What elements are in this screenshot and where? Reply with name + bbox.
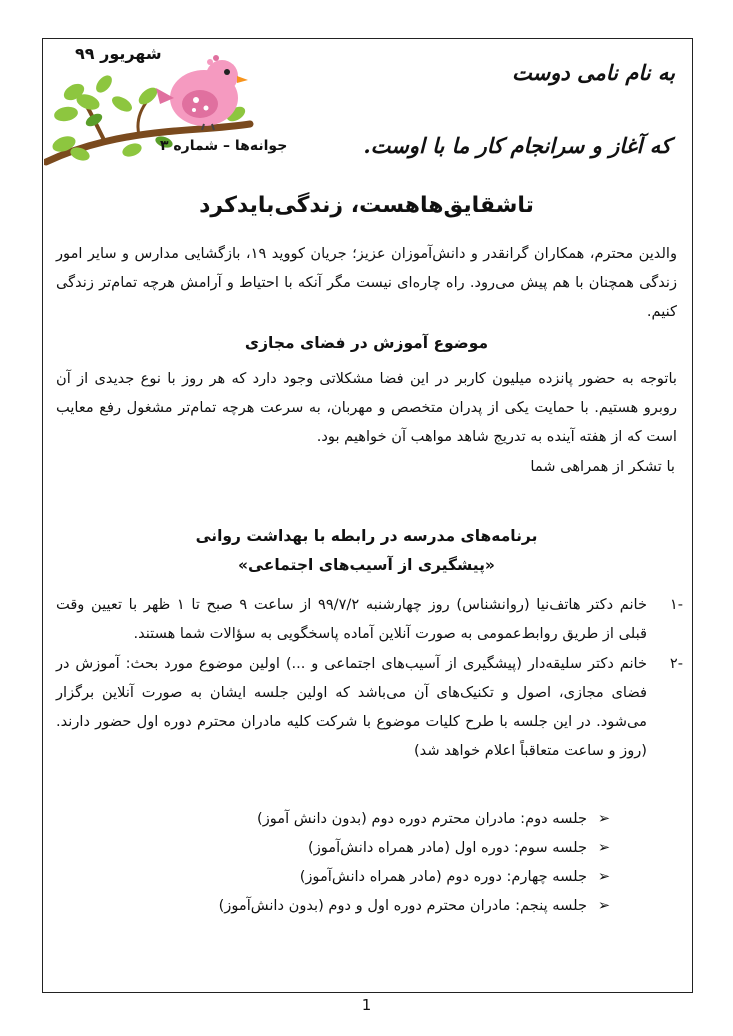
item-number: -۱ [669, 596, 683, 613]
intro-paragraph: والدین محترم، همکاران گرانقدر و دانش‌آموزان عزیز؛ جریان کووید ۱۹، بازگشایی مدارس و سایر امور زندگی همچنان با هم پیش می‌رود. راه چاره‌ای نیست مگر آنکه با احتیاط و آرامش هرچه تمام‌تر زندگی کنیم. [56, 245, 677, 320]
page-number: 1 [361, 996, 372, 1014]
session-item [219, 891, 615, 920]
motto-line1: به نام نامی دوست [512, 60, 675, 85]
session-text: جلسه سوم: دوره اول (مادر همراه دانش‌آموز) [308, 839, 587, 856]
arrow-bullet-icon: ➢ [597, 810, 611, 827]
arrow-bullet-icon: ➢ [597, 839, 611, 856]
section2-heading-line2: «پیشگیری از آسیب‌های اجتماعی» [238, 556, 495, 574]
sessions-list [219, 804, 615, 920]
session-text: جلسه چهارم: دوره دوم (مادر همراه دانش‌آموز) [299, 868, 587, 885]
thanks-line [56, 452, 677, 481]
arrow-bullet-icon: ➢ [597, 868, 611, 885]
session-item [219, 862, 615, 891]
session-item [219, 833, 615, 862]
section1-body: باتوجه به حضور پانزده میلیون کاربر در این فضا مشکلاتی وجود دارد که هر روز با نوع جدیدی از آن روبرو هستیم. با حمایت یکی از پدران متخصص و مهربان، به سرعت هرچه تمام‌تر مشغول رفع معایب است که از هفته آینده به تدریج شاهد مواهب آن خواهیم بود. [56, 370, 677, 445]
issue-date: شهریور ۹۹ [75, 44, 162, 63]
section1-heading: موضوع آموزش در فضای مجازی [244, 334, 489, 352]
motto-line2: که آغاز و سرانجام کار ما با اوست. [363, 133, 671, 158]
session-text: جلسه پنجم: مادران محترم دوره اول و دوم (بدون دانش‌آموز) [218, 897, 587, 914]
issue-number: جوانه‌ها – شماره ۳ [160, 138, 288, 154]
session-text: جلسه دوم: مادران محترم دوره دوم (بدون دانش آموز) [257, 810, 587, 827]
section2-heading-line1: برنامه‌های مدرسه در رابطه با بهداشت روانی [195, 527, 538, 545]
list-item-1 [56, 590, 683, 648]
item-text: خانم دکتر هاتف‌نیا (روانشناس) روز چهارشنبه ۹۹/۷/۲ از ساعت ۹ صبح تا ۱ ظهر با تعیین وقت قبلی از طریق روابط‌عمومی به صورت آنلاین آماده پاسخگویی به سؤالات شما هستند. [56, 596, 647, 642]
list-item-2 [56, 649, 683, 765]
item-text: خانم دکتر سلیقه‌دار (پیشگیری از آسیب‌های اجتماعی و ...) اولین موضوع مورد بحث: آموزش در فضای مجازی، اصول و تکنیک‌های آن می‌باشد که اولین جلسه ایشان به صورت آنلاین برگزار می‌شود. در این جلسه با طرح کلیات موضوع با شرکت کلیه مادران محترم دوره اول حضور دارند. (روز و ساعت متعاقباً اعلام خواهد شد) [56, 655, 647, 759]
thanks-text: با تشکر از همراهی شما [530, 458, 675, 475]
page-title: تاشقایق‌هاهست، زندگی‌بایدکرد [199, 193, 534, 218]
item-number: -۲ [669, 655, 683, 672]
session-item [219, 804, 615, 833]
arrow-bullet-icon: ➢ [597, 897, 611, 914]
